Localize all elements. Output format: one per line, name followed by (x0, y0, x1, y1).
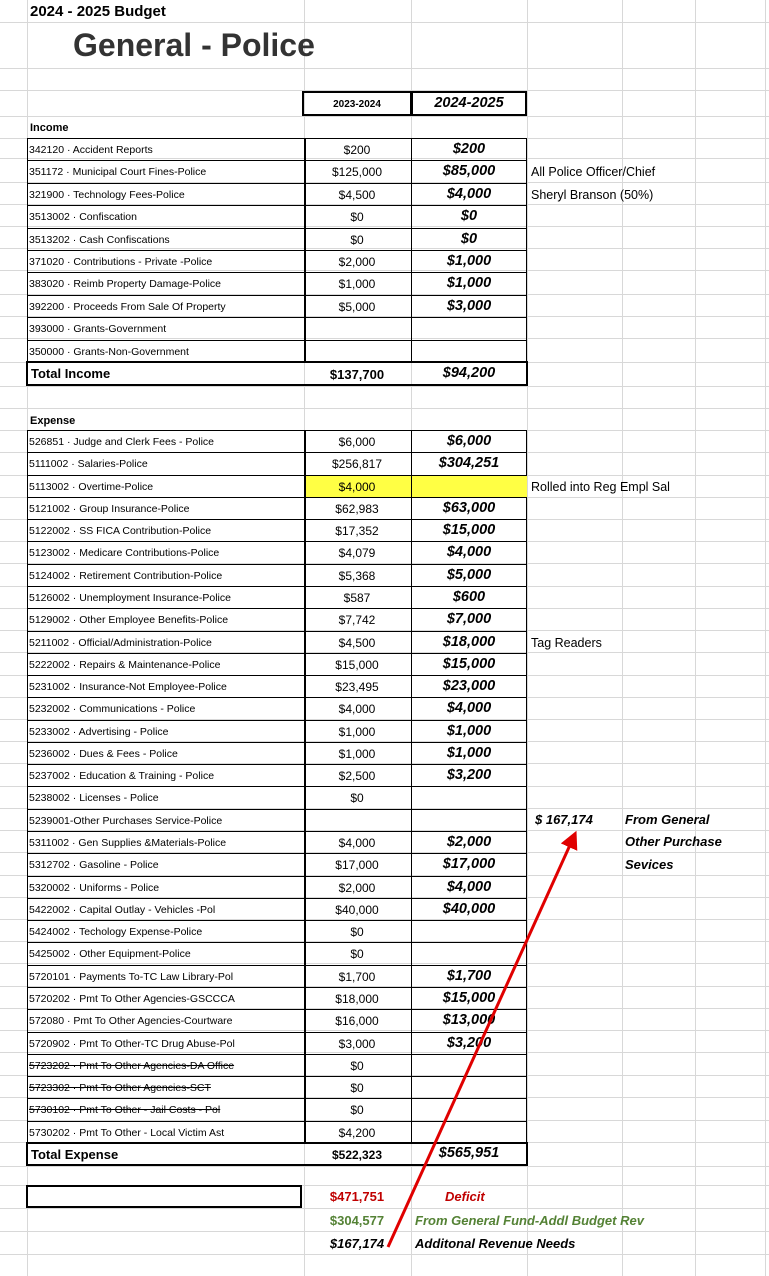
expense-row-label: 5231002 · Insurance-Not Employee-Police (29, 681, 227, 694)
general-fund-label: From General Fund-Addl Budget Rev (415, 1213, 644, 1228)
expense-heading: Expense (30, 415, 76, 427)
expense-row-label: 526851 · Judge and Clerk Fees - Police (29, 436, 215, 448)
expense-row-label: 5237002 · Education & Training - Police (29, 770, 215, 783)
expense-row-current: $15,000 (442, 522, 496, 539)
expense-row-note: Tag Readers (531, 635, 602, 650)
expense-row-prior: $7,742 (338, 613, 376, 628)
expense-row-label: 5121002 · Group Insurance-Police (29, 502, 190, 515)
budget-title: 2024 - 2025 Budget (30, 3, 166, 20)
expense-row-current: $1,000 (446, 722, 492, 739)
income-row-current: $4,000 (446, 185, 492, 202)
income-row-label: 321900 · Technology Fees-Police (29, 188, 185, 201)
expense-row-label: 5730102 · Pmt To Other - Jail Costs - Pol (29, 1104, 221, 1117)
expense-row-prior: $40,000 (335, 902, 379, 917)
expense-row-label: 5730202 · Pmt To Other - Local Victim Ast (29, 1126, 225, 1139)
expense-row-label: 5113002 · Overtime-Police (29, 480, 154, 493)
column-label-current: 2024-2025 (434, 95, 504, 111)
expense-row-current: $1,000 (446, 744, 492, 761)
expense-row-prior: $17,352 (335, 524, 379, 539)
income-row-prior: $4,500 (338, 187, 376, 202)
side-note-line1: From General (625, 812, 710, 827)
expense-row-prior: $16,000 (335, 1014, 379, 1029)
total-expense-prior: $522,323 (331, 1148, 383, 1162)
expense-row-label: 572080 · Pmt To Other Agencies-Courtware (29, 1015, 233, 1028)
expense-row-prior: $18,000 (335, 992, 379, 1006)
expense-row-current: $7,000 (446, 611, 492, 628)
income-row-prior: $200 (343, 143, 371, 157)
expense-row-current: $3,200 (446, 767, 492, 784)
expense-row-prior: $1,700 (338, 969, 376, 984)
income-row-label: 351172 · Municipal Court Fines-Police (29, 166, 207, 179)
expense-row-current: $18,000 (442, 633, 496, 650)
expense-row-label: 5311002 · Gen Supplies &Materials-Police (29, 837, 227, 850)
expense-row-label: 5425002 · Other Equipment-Police (29, 948, 191, 961)
side-note-line3: Sevices (625, 857, 674, 872)
expense-row-current: $4,000 (446, 544, 492, 561)
income-row-prior: $2,000 (338, 255, 376, 269)
income-row-current: $0 (460, 230, 478, 247)
expense-row-prior: $3,000 (338, 1036, 376, 1051)
expense-row-current: $4,000 (446, 700, 492, 717)
income-heading: Income (30, 122, 69, 134)
expense-row-label: 5126002 · Unemployment Insurance-Police (29, 591, 231, 604)
expense-row-label: 5232002 · Communications - Police (29, 703, 196, 716)
income-row-label: 383020 · Reimb Property Damage-Police (29, 278, 222, 291)
income-row-prior: $0 (350, 210, 364, 225)
expense-row-current: $17,000 (442, 856, 496, 873)
general-fund-value: $304,577 (329, 1213, 385, 1228)
expense-row-current: $6,000 (446, 433, 492, 449)
expense-row-prior: $62,983 (335, 501, 379, 516)
side-note-line2: Other Purchase (625, 834, 722, 849)
expense-row-label: 5720902 · Pmt To Other-TC Drug Abuse-Pol (29, 1037, 235, 1050)
expense-row-label: 5723202 · Pmt To Other Agencies-DA Office (29, 1059, 235, 1072)
expense-row-prior: $0 (350, 925, 364, 940)
expense-row-label: 5238002 · Licenses - Police (29, 792, 159, 805)
expense-row-current: $1,700 (446, 967, 492, 984)
expense-row-prior: $17,000 (335, 858, 379, 873)
expense-row-prior: $4,000 (338, 479, 376, 494)
total-expense-current: $565,951 (438, 1145, 500, 1161)
income-row-current: $200 (452, 141, 486, 157)
expense-row-label: 5720101 · Payments To-TC Law Library-Pol (29, 970, 234, 983)
income-row-current: $1,000 (446, 253, 492, 269)
expense-row-note: Rolled into Reg Empl Sal (531, 479, 670, 494)
income-row-label: 392200 · Proceeds From Sale Of Property (29, 300, 226, 313)
income-row-label: 3513202 · Cash Confiscations (29, 233, 170, 246)
expense-row-label: 5239001-Other Purchases Service-Police (29, 814, 223, 827)
side-note-amount: $ 167,174 (535, 812, 593, 827)
expense-row-current: $5,000 (446, 566, 492, 583)
expense-row-prior: $256,817 (331, 457, 383, 472)
income-row-prior: $0 (350, 232, 364, 247)
expense-row-prior: $4,200 (338, 1125, 376, 1140)
expense-row-prior: $0 (350, 1058, 364, 1073)
income-row-current: $1,000 (446, 275, 492, 292)
expense-row-prior: $0 (350, 1103, 364, 1118)
expense-row-current: $15,000 (442, 990, 496, 1006)
income-row-label: 393000 · Grants-Government (29, 323, 167, 336)
expense-row-prior: $587 (343, 590, 371, 605)
expense-row-label: 5211002 · Official/Administration-Police (29, 636, 212, 649)
income-row-current: $0 (460, 208, 478, 225)
expense-row-current: $304,251 (438, 455, 500, 472)
expense-row-prior: $0 (350, 947, 364, 962)
expense-row-current: $40,000 (442, 900, 496, 917)
expense-row-prior: $23,495 (335, 680, 379, 695)
income-row-label: 350000 · Grants-Non-Government (29, 345, 189, 358)
income-row-label: 342120 · Accident Reports (29, 144, 153, 156)
page-title: General - Police (73, 27, 315, 63)
expense-row-label: 5723302 · Pmt To Other Agencies-SCT (29, 1082, 211, 1095)
income-row-current: $85,000 (442, 163, 496, 180)
expense-row-prior: $4,000 (338, 702, 376, 717)
deficit-label: Deficit (445, 1189, 485, 1204)
column-label-prior: 2023-2024 (333, 99, 381, 110)
expense-row-label: 5233002 · Advertising - Police (29, 725, 169, 738)
expense-row-prior: $4,500 (338, 635, 376, 650)
expense-row-label: 5720202 · Pmt To Other Agencies-GSCCCA (29, 993, 235, 1005)
income-row-prior: $1,000 (338, 277, 376, 292)
expense-row-label: 5222002 · Repairs & Maintenance-Police (29, 658, 221, 671)
expense-row-prior: $0 (350, 791, 364, 806)
expense-row-prior: $2,500 (338, 769, 376, 784)
total-income-prior: $137,700 (329, 367, 385, 382)
expense-row-label: 5122002 · SS FICA Contribution-Police (29, 525, 212, 538)
expense-row-prior: $6,000 (338, 435, 376, 449)
income-row-prior: $5,000 (338, 299, 376, 314)
expense-row-current: $3,200 (446, 1034, 492, 1051)
expense-row-prior: $5,368 (338, 568, 376, 583)
expense-row-prior: $0 (350, 1081, 364, 1096)
expense-row-label: 5236002 · Dues & Fees - Police (29, 747, 178, 760)
expense-row-current: $63,000 (442, 499, 496, 516)
expense-row-prior: $1,000 (338, 724, 376, 739)
expense-row-prior: $1,000 (338, 746, 376, 761)
expense-row-current: $600 (452, 588, 486, 605)
arrow-line (388, 834, 575, 1247)
expense-row-label: 5422002 · Capital Outlay - Vehicles -Pol (29, 903, 216, 916)
expense-row-prior: $4,000 (338, 836, 376, 851)
expense-row-label: 5111002 · Salaries-Police (29, 458, 148, 471)
total-expense-label: Total Expense (31, 1147, 119, 1162)
income-row-note: Sheryl Branson (50%) (531, 187, 654, 202)
additional-revenue-value: $167,174 (329, 1236, 385, 1251)
additional-revenue-label: Additonal Revenue Needs (415, 1236, 576, 1251)
expense-row-prior: $2,000 (338, 880, 376, 895)
total-income-current: $94,200 (442, 365, 496, 381)
expense-row-label: 5320002 · Uniforms - Police (29, 881, 160, 894)
income-row-note: All Police Officer/Chief (531, 165, 656, 180)
expense-row-prior: $4,079 (338, 546, 376, 561)
total-income-label: Total Income (31, 366, 111, 381)
expense-row-prior: $15,000 (335, 657, 379, 672)
expense-row-current: $2,000 (446, 834, 492, 851)
income-row-label: 371020 · Contributions - Private -Police (29, 256, 213, 268)
expense-row-current: $23,000 (442, 678, 496, 695)
income-row-current: $3,000 (446, 297, 492, 314)
expense-row-label: 5129002 · Other Employee Benefits-Police (29, 614, 229, 627)
expense-row-label: 5124002 · Retirement Contribution-Police (29, 569, 223, 582)
income-row-label: 3513002 · Confiscation (29, 211, 137, 224)
expense-row-current: $13,000 (442, 1012, 496, 1029)
expense-row-label: 5312702 · Gasoline - Police (29, 859, 159, 872)
income-row-prior: $125,000 (331, 165, 383, 180)
expense-row-current: $15,000 (442, 655, 496, 672)
deficit-value: $471,751 (329, 1189, 385, 1204)
expense-row-label: 5123002 · Medicare Contributions-Police (29, 547, 220, 560)
expense-row-current: $4,000 (446, 878, 492, 895)
expense-row-label: 5424002 · Techology Expense-Police (29, 926, 203, 939)
